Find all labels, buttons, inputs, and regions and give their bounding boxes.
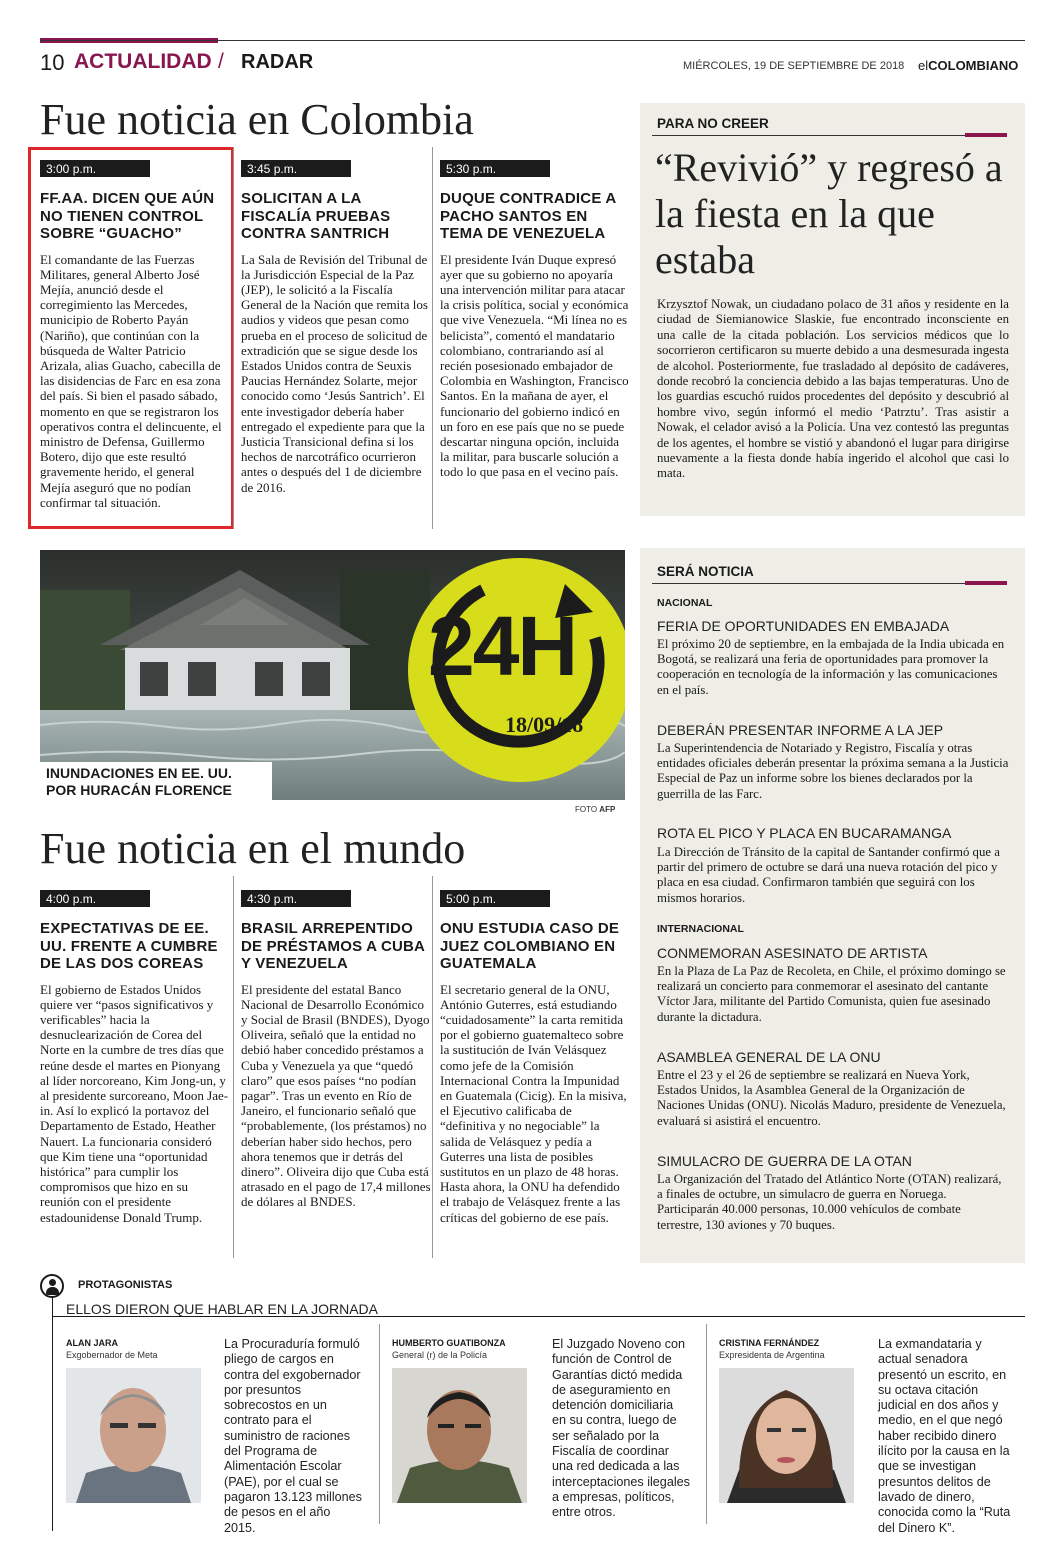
- story-brasil: [241, 888, 431, 1210]
- column-divider: [432, 876, 433, 1258]
- para-no-creer-title: “Revivió” y regresó a la fiesta en la que estaba: [655, 145, 1003, 282]
- sera-item-body: El próximo 20 de septiembre, en la embajada de la India ubicada en Bogotá, se realizará una feria de oportunidades para promover la cooperación en tecnología de la información y las comunicaciones en el país.: [657, 637, 1005, 697]
- protagonistas-tag: PROTAGONISTAS: [78, 1279, 173, 1291]
- protagonist-text: La exmandataria y actual senadora presentó un escrito, en su octava citación judicial en dos años y medio, en el que negó haber recibido dinero ilícito por la causa en la que se investigan presuntos delitos de lavado de dinero, conocida como la “Ruta del Dinero K”.: [878, 1337, 1011, 1535]
- protagonist-name: ALAN JARA: [66, 1338, 119, 1348]
- story-headline: DUQUE CONTRADICE A PACHO SANTOS EN TEMA DE VENEZUELA: [440, 190, 616, 242]
- column-divider: [432, 147, 433, 529]
- story-time: 3:45 p.m.: [241, 160, 351, 177]
- column-divider: [706, 1324, 707, 1524]
- sera-item-body: La Dirección de Tránsito de la capital de Santander confirmó que a partir del primero de octubre se dará una nueva rotación del pico y placa en esa ciudad. Confirmaron también que seguirá con los mismos horarios.: [657, 845, 1000, 905]
- protagonist-text: El Juzgado Noveno con función de Control de Garantías dictó medida de aseguramiento en detención domiciliaria en su contra, luego de ser señalado por la Fiscalía de coordinar una red dedicada a las interceptaciones ilegales a empresas, políticos, entre otros.: [552, 1337, 690, 1520]
- story-body: La Sala de Revisión del Tribunal de la Jurisdicción Especial de la Paz (JEP), le solicitó a la Fiscalía General de la Nación que remita los audios y videos que pesan como prueba en el proceso de solicitud de extradición que se sigue desde los Estados Unidos contra de Seuxis Paucias Hernández Solarte, mejor conocido como ‘Jesús Santrich’. El ente investigador debería haber entregado el expediente para que la Justicia Transicional defina si los hechos de narcotráfico ocurrieron antes o después del 1 de diciembre de 2016.: [241, 251, 428, 495]
- story-time: 4:30 p.m.: [241, 890, 351, 907]
- 24h-label: 24H: [428, 599, 577, 693]
- sera-item-body: La Superintendencia de Notariado y Registro, Fiscalía y otras entidades oficiales deberán presentar la próxima semana a la Justicia Especial de Paz un informe sobre los bienes declarados por la guerrilla de las Farc.: [657, 741, 1009, 801]
- protagonist-photo: [392, 1368, 527, 1503]
- protagonist-photo: [66, 1368, 201, 1503]
- person-icon: [40, 1274, 64, 1298]
- sera-item-title: SIMULACRO DE GUERRA DE LA OTAN: [657, 1153, 912, 1169]
- protagonist-role: Exgobernador de Meta: [66, 1350, 158, 1360]
- protagonist-role: Expresidenta de Argentina: [719, 1350, 825, 1360]
- story-body: El presidente del estatal Banco Nacional de Desarrollo Económico y Social de Brasil (BNDES), Dyogo Oliveira, señaló que la entidad no debió haber concedido préstamos a Cuba y Venezuela ya que “quedó claro” que esos países “no podían pagar”. Tras un evento en Río de Janeiro, el funcionario señaló que “probablemente, (los préstamos) no deberían haber sido hechos, pero ahora tenemos que ir detrás del dinero”. Oliveira dijo que Cuba está atrasado en el pago de 17,4 millones de dólares al BNDES.: [241, 981, 431, 1210]
- story-onu-guatemala: [440, 888, 630, 1225]
- sera-item-title: ROTA EL PICO Y PLACA EN BUCARAMANGA: [657, 825, 952, 841]
- page-number: 10: [40, 50, 65, 75]
- story-headline: FF.AA. DICEN QUE AÚN NO TIENEN CONTROL SOBRE “GUACHO”: [40, 190, 215, 242]
- photo-credit: [575, 805, 615, 814]
- sera-noticia-tag: SERÁ NOTICIA: [657, 564, 754, 579]
- panel-accent: [965, 133, 1007, 137]
- story-body: El gobierno de Estados Unidos quiere ver “pasos significativos y verificables” hacia la desnuclearización de Corea del Norte en la cumbre de tres días que reúne desde el martes en Pionyang al líder norcoreano, Kim Jong-un, y al presidente surcoreano, Moon Jae-in. Así lo explicó la portavoz del Departamento de Estado, Heather Nauert. La funcionaria consideró que Kim tiene una “oportunidad histórica” para cumplir los compromisos que hizo en su reunión con el presidente estadounidense Donald Trump.: [40, 981, 229, 1225]
- protagonistas-rule-vertical: [52, 1297, 53, 1531]
- story-santrich: [241, 158, 431, 495]
- newspaper-logo: [918, 58, 1018, 73]
- story-headline: ONU ESTUDIA CASO DE JUEZ COLOMBIANO EN GUATEMALA: [440, 920, 620, 972]
- story-guacho: [40, 158, 228, 510]
- header-rule: [40, 40, 1025, 41]
- sera-item-title: DEBERÁN PRESENTAR INFORME A LA JEP: [657, 722, 944, 738]
- story-body: El comandante de las Fuerzas Militares, general Alberto José Mejía, anunció desde el corregimiento las Mercedes, municipio de Roberto Payán (Nariño), que continúan con la búsqueda de Walter Patricio Arizala, alias Guacho, cabecilla de las disidencias de Farc en esa zona del país. Si bien el pasado sábado, momento en que se registraron los operativos contra el delincuente, el ministro de Defensa, Guillermo Botero, dijo que este resultó gravemente herido, el general Mejía aseguró que no podían confirmar tal situación.: [40, 251, 222, 510]
- story-time: 4:00 p.m.: [40, 890, 150, 907]
- panel-accent: [965, 581, 1007, 585]
- sera-item-title: ASAMBLEA GENERAL DE LA ONU: [657, 1049, 881, 1065]
- protagonist-name: CRISTINA FERNÁNDEZ: [719, 1338, 820, 1348]
- para-no-creer-body: Krzysztof Nowak, un ciudadano polaco de 31 años y residente en la ciudad de Siemianowice Slaskie, fue encontrado inconsciente en una calle de la citada población. Los servicios médicos que lo socorrieron certificaron su muerte debido a una desmesurada ingesta de alcohol. Posteriormente, fue trasladado al depósito de cadáveres, donde recobró la conciencia debido a las bajas temperaturas. Uno de los guardias escuchó ruidos procedentes del depósito y descubrió al hombre vivo, según informó el medio ‘Patrztu’. Tras asistir a Nowak, el celador avisó a la Policía. Una vez contestó las preguntas de los agentes, el hombre se vistió y abandonó el lugar para dirigirse nuevamente a la fiesta donde había ingerido el alcohol que casi lo mata.: [657, 297, 1009, 481]
- subsection-name: RADAR: [241, 51, 314, 73]
- column-divider: [379, 1324, 380, 1524]
- protagonistas-subtitle: ELLOS DIERON QUE HABLAR EN LA JORNADA: [66, 1301, 378, 1317]
- internacional-label: INTERNACIONAL: [657, 923, 744, 935]
- 24h-date: 18/09/18: [505, 712, 584, 737]
- photo-caption-line: POR HURACÁN FLORENCE: [46, 782, 232, 798]
- panel-rule: [652, 583, 1007, 584]
- story-time: 5:30 p.m.: [440, 160, 550, 177]
- story-time: 5:00 p.m.: [440, 890, 550, 907]
- sera-item-body: En la Plaza de La Paz de Recoleta, en Chile, el próximo domingo se realizará un concierto para conmemorar el asesinato del cantante Víctor Jara, militante del Partido Comunista, quien fue asesinado durante la dictadura.: [657, 964, 1006, 1024]
- issue-date: MIÉRCOLES, 19 DE SEPTIEMBRE DE 2018: [683, 60, 905, 72]
- column-divider: [233, 147, 234, 529]
- newspaper-name: COLOMBIANO: [928, 58, 1019, 73]
- story-body: El secretario general de la ONU, António Guterres, está estudiando “cuidadosamente” la carta remitida por el gobierno guatemalteco sobre la sustitución de Iván Velásquez como jefe de la Comisión Internacional Contra la Impunidad en Guatemala (Cicig). En la misiva, el Ejecutivo calificaba de “definitiva y no negociable” la salida de Velásquez y pedía a Guterres una lista de posibles sustitutos en un plazo de 48 horas. Hasta ahora, la ONU ha defendido el trabajo de Velásquez frente a las críticas del gobierno de ese país.: [440, 981, 627, 1225]
- photo-caption-line: INUNDACIONES EN EE. UU.: [46, 765, 232, 781]
- story-duque: [440, 158, 630, 480]
- story-headline: SOLICITAN A LA FISCALÍA PRUEBAS CONTRA SANTRICH: [241, 190, 391, 242]
- protagonist-text: La Procuraduría formuló pliego de cargos en contra del exgobernador por presuntos sobrecostos en un contrato para el suministro de raciones del Programa de Alimentación Escolar (PAE), por el cual se pagaron 13.123 millones de pesos en el año 2015.: [224, 1337, 362, 1535]
- protagonist-name: HUMBERTO GUATIBONZA: [392, 1338, 506, 1348]
- sera-item-body: La Organización del Tratado del Atlántico Norte (OTAN) realizará, a finales de octubre, un simulacro de guerra en Noruega. Participarán 40.000 personas, 10.000 vehículos de combate terrestre, 130 aviones y 70 buques.: [657, 1172, 1002, 1232]
- protagonist-role: General (r) de la Policía: [392, 1350, 488, 1360]
- nacional-label: NACIONAL: [657, 597, 713, 609]
- para-no-creer-tag: PARA NO CREER: [657, 116, 769, 131]
- photo-credit-label: FOTO: [575, 805, 600, 814]
- sera-item-title: FERIA DE OPORTUNIDADES EN EMBAJADA: [657, 618, 950, 634]
- section-name: ACTUALIDAD: [74, 50, 212, 73]
- story-headline: EXPECTATIVAS DE EE. UU. FRENTE A CUMBRE DE LAS DOS COREAS: [40, 920, 218, 972]
- column-divider: [233, 876, 234, 1258]
- sera-item-body: Entre el 23 y el 26 de septiembre se realizará en Nueva York, Estados Unidos, la Asamblea General de la Organización de Naciones Unidas (ONU). Nicolás Maduro, presidente de Venezuela, evaluará si asistirá el encuentro.: [657, 1068, 1006, 1128]
- panel-rule: [652, 135, 1007, 136]
- sera-item-title: CONMEMORAN ASESINATO DE ARTISTA: [657, 945, 928, 961]
- story-time: 3:00 p.m.: [40, 160, 150, 177]
- colombia-section-title: Fue noticia en Colombia: [40, 95, 474, 144]
- newspaper-prefix: el: [918, 58, 929, 73]
- section-slash: /: [218, 50, 224, 73]
- mundo-section-title: Fue noticia en el mundo: [40, 824, 466, 873]
- protagonist-photo: [719, 1368, 854, 1503]
- photo-caption: [40, 762, 272, 802]
- story-coreas: [40, 888, 230, 1225]
- story-body: El presidente Iván Duque expresó ayer que su gobierno no apoyaría una intervención militar para atacar la crisis política, social y económica que vive Venezuela. “Mi línea no es belicista”, comentó el mandatario colombiano, contrariando así al recién posesionado embajador de Colombia en Washington, Francisco Santos. En la mañana de ayer, el funcionario del gobierno indicó en un foro en ese país que no se puede descartar ninguna opción, incluida la militar, para buscarle solución a todo lo que pasa en el vecino país.: [440, 251, 629, 480]
- photo-credit-source: AFP: [599, 805, 616, 814]
- story-headline: BRASIL ARREPENTIDO DE PRÉSTAMOS A CUBA Y VENEZUELA: [241, 920, 425, 972]
